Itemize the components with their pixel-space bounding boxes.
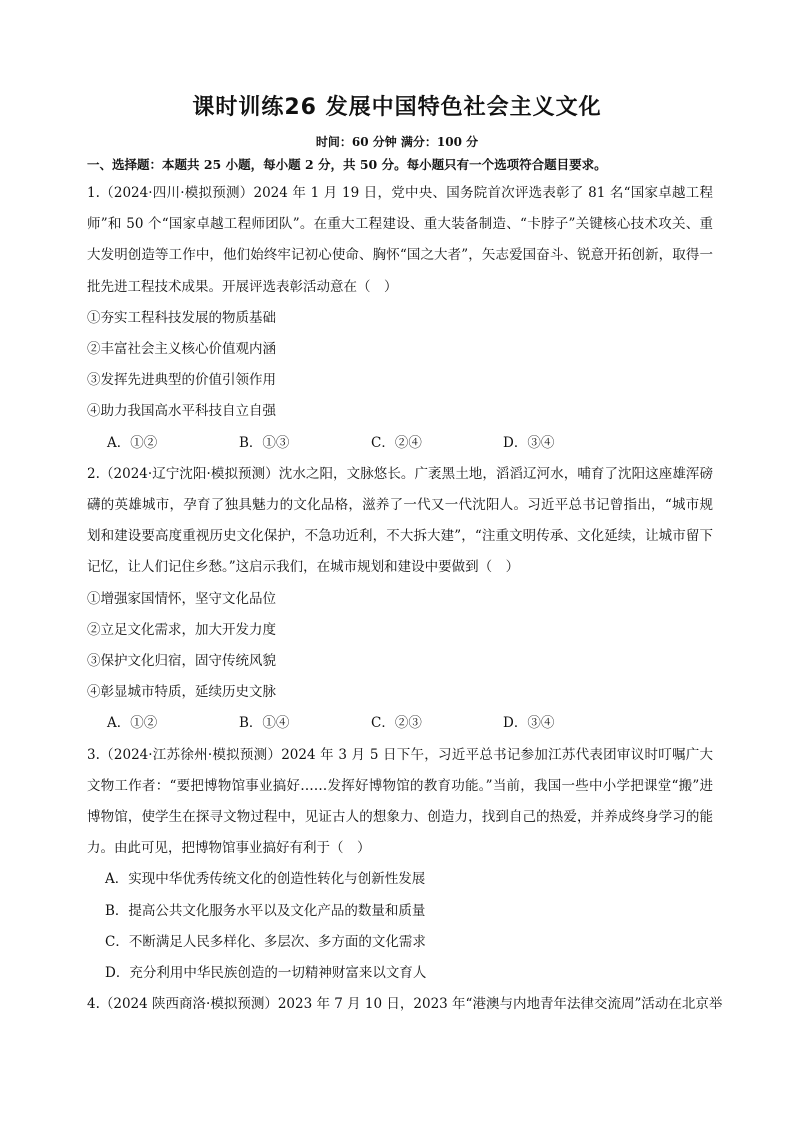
question-2 (87, 459, 713, 740)
choice-d[interactable]: D．③④ (503, 715, 555, 732)
answer-choices (87, 708, 713, 739)
choice-c[interactable]: C．②③ (371, 715, 422, 732)
page-title: 课时训练26 发展中国特色社会主义文化 (192, 95, 602, 120)
question-stem: 2.（2024·辽宁沈阳·模拟预测）沈水之阳，文脉悠长。广袤黑土地，滔滔辽河水，哺育了沈阳这座雄浑磅礴的英雄城市，孕育了独具魅力的文化品格，滋养了一代又一代沈阳人。习近平总书记曾指出，“城市规划和建设要高度重视历史文化保护，不急功近利，不大拆大建”，“注重文明传承、文化延续，让城市留下记忆，让人们记住乡愁。”这启示我们，在城市规划和建设中要做到（ ） (87, 465, 713, 576)
choice-b[interactable]: B．①④ (239, 715, 290, 732)
choice-a[interactable]: A．①② (107, 715, 158, 732)
statement-3: ③发挥先进典型的价值引领作用 (87, 372, 276, 389)
statement-4: ④彰显城市特质，延续历史文脉 (87, 684, 276, 701)
answer-choices (87, 428, 713, 459)
question-3 (87, 740, 713, 990)
question-stem: 4.（2024 陕西商洛·模拟预测）2023 年 7 月 10 日，2023 年“港澳与内地青年法律交流周”活动在北京举 (87, 996, 723, 1013)
question-4 (87, 989, 723, 1020)
choice-b[interactable]: B．①③ (239, 434, 290, 451)
choice-c[interactable]: C．②④ (371, 434, 422, 451)
choice-b[interactable]: B．提高公共文化服务水平以及文化产品的数量和质量 (105, 902, 426, 919)
question-stem: 3.（2024·江苏徐州·模拟预测）2024 年 3 月 5 日下午，习近平总书记参加江苏代表团审议时叮嘱广大文物工作者：“要把博物馆事业搞好……发挥好博物馆的教育功能。”当前，我国一些中小学把课堂“搬”进博物馆，使学生在探寻文物过程中，见证古人的想象力、创造力，找到自己的热爱，并养成终身学习的能力。由此可见，把博物馆事业搞好有利于（ ） (87, 746, 713, 857)
choice-d[interactable]: D．充分利用中华民族创造的一切精神财富来以文育人 (105, 965, 427, 982)
question-list (87, 178, 723, 1020)
statement-1: ①夯实工程科技发展的物质基础 (87, 309, 276, 326)
choice-c[interactable]: C．不断满足人民多样化、多层次、多方面的文化需求 (105, 933, 426, 950)
choice-a[interactable]: A．①② (107, 434, 158, 451)
choice-d[interactable]: D．③④ (503, 434, 555, 451)
section-heading: 一、选择题：本题共 25 小题，每小题 2 分，共 50 分。每小题只有一个选项符合题目要求。 (87, 157, 607, 172)
exam-meta: 时间：60 分钟 满分：100 分 (315, 135, 479, 149)
choice-a[interactable]: A．实现中华优秀传统文化的创造性转化与创新性发展 (105, 871, 426, 888)
statement-3: ③保护文化归宿，固守传统风貌 (87, 653, 276, 670)
question-stem: 1.（2024·四川·模拟预测）2024 年 1 月 19 日，党中央、国务院首次评选表彰了 81 名“国家卓越工程师”和 50 个“国家卓越工程师团队”。在重大工程建设、重大装备制造、“卡脖子”关键核心技术攻关、重大发明创造等工作中，他们始终牢记初心使命、胸怀“国之大者”，矢志爱国奋斗、锐意开拓创新，取得一批先进工程技术成果。开展评选表彰活动意在（ ） (87, 185, 713, 295)
statement-2: ②丰富社会主义核心价值观内涵 (87, 341, 276, 358)
statement-1: ①增强家国情怀，坚守文化品位 (87, 590, 276, 607)
statement-4: ④助力我国高水平科技自立自强 (87, 403, 276, 420)
question-1 (87, 178, 713, 459)
statement-2: ②立足文化需求，加大开发力度 (87, 621, 276, 638)
